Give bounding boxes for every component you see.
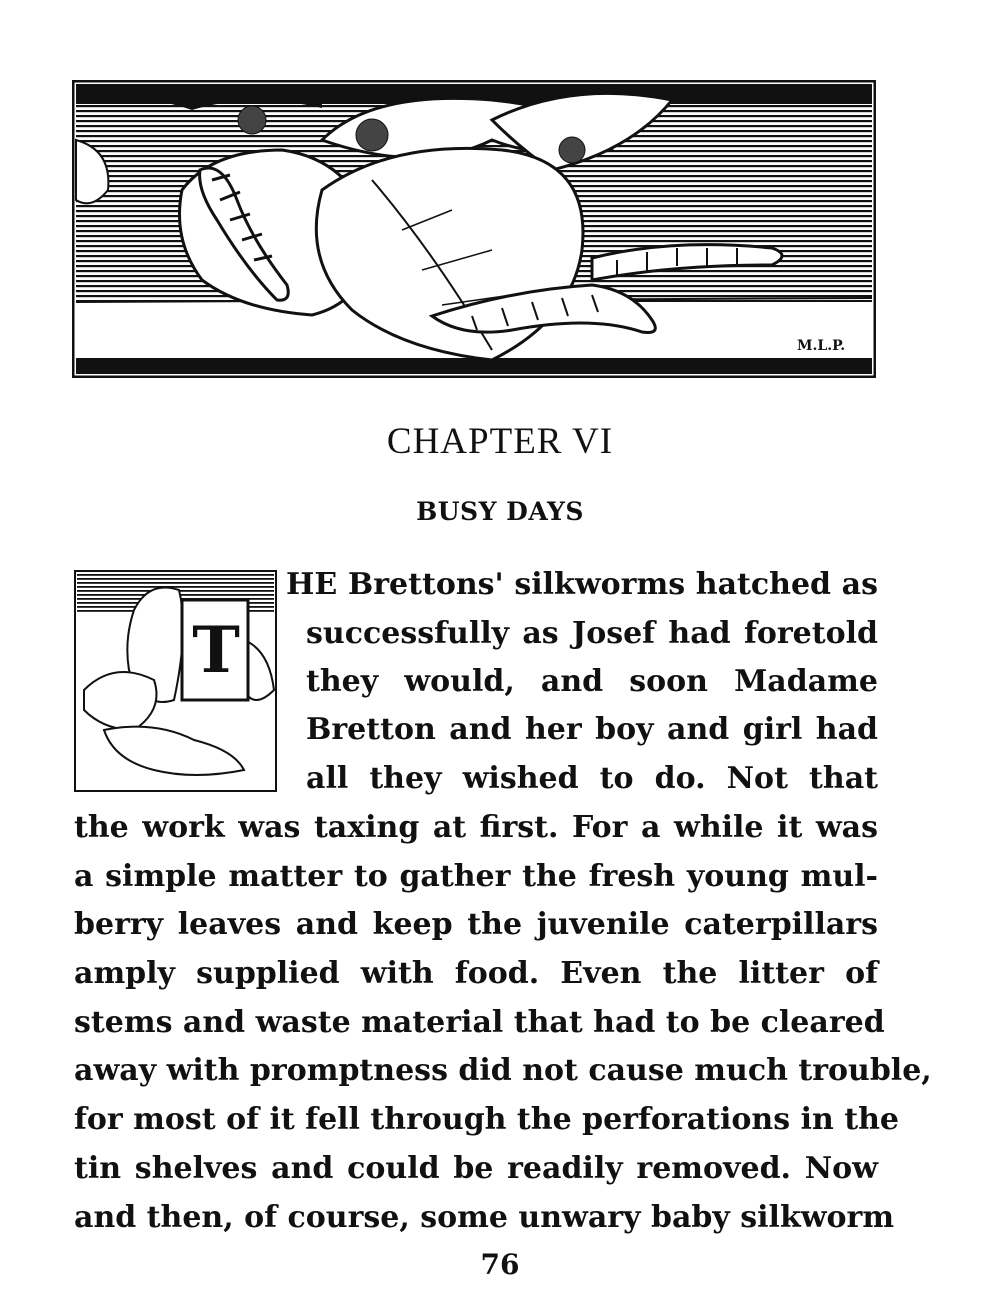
- drop-cap-letter: T: [192, 613, 240, 688]
- text-line: tin shelves and could be readily removed. Now: [74, 1151, 878, 1186]
- chapter-title: CHAPTER VI: [386, 421, 614, 462]
- text-line: stems and waste material that had to be cleared: [74, 1005, 885, 1040]
- text-line: for most of it fell through the perforations in the: [74, 1102, 899, 1137]
- chapter-subtitle: BUSY DAYS: [416, 497, 584, 526]
- text-line: HE Brettons' silkworms hatched as: [286, 567, 878, 602]
- text-line: Bretton and her boy and girl had: [306, 712, 878, 747]
- text-line: away with promptness did not cause much trouble,: [74, 1053, 932, 1088]
- text-line: and then, of course, some unwary baby silkworm: [74, 1200, 895, 1235]
- page-number: 76: [480, 1248, 520, 1281]
- text-line: all they wished to do. Not that: [306, 761, 878, 796]
- text-line: amply supplied with food. Even the litter of: [74, 956, 878, 991]
- text-line: the work was taxing at first. For a while it was: [74, 810, 878, 845]
- text-line: a simple matter to gather the fresh young mul-: [74, 859, 878, 894]
- text-line: successfully as Josef had foretold: [306, 616, 878, 651]
- text-line: they would, and soon Madame: [306, 664, 878, 699]
- text-line: berry leaves and keep the juvenile caterpillars: [74, 907, 878, 942]
- illustrator-signature: M.L.P.: [797, 338, 846, 354]
- headpiece-illustration: [72, 80, 876, 378]
